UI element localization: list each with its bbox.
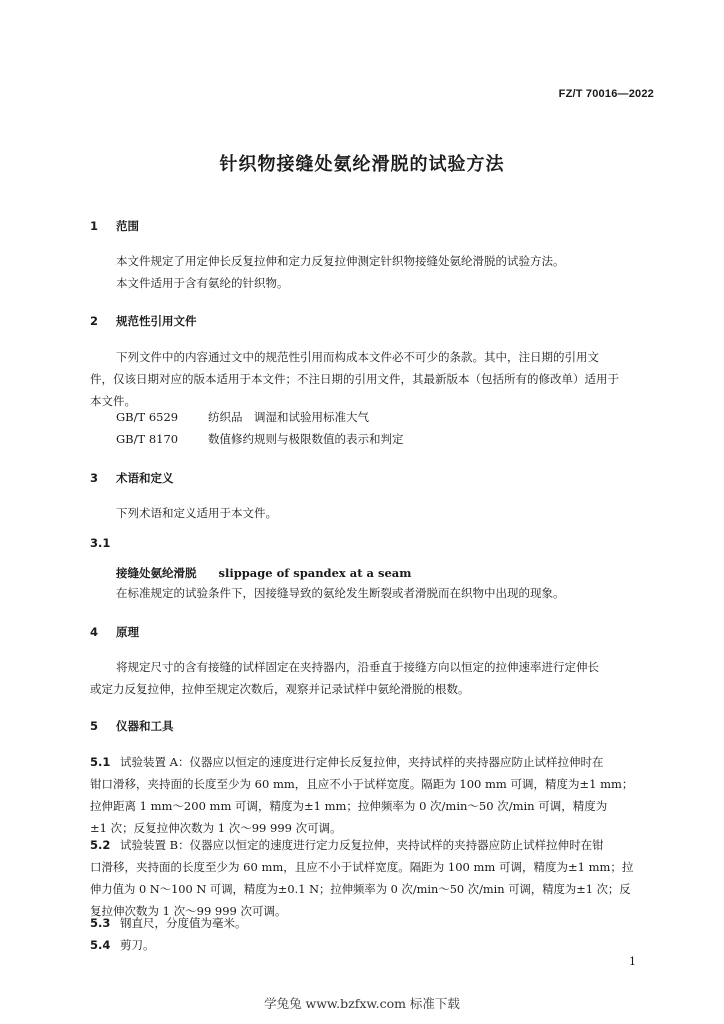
reference-code: GB/T 6529: [116, 410, 179, 424]
item-5-1-line-3: 拉伸距离 1 mm～200 mm 可调，精度为±1 mm；拉伸频率为 0 次/min～50 次/min 可调，精度为: [90, 799, 608, 813]
item-5-1-line-1: [90, 751, 603, 773]
section-5-heading: [90, 718, 174, 734]
section-1-line-1: 本文件规定了用定伸长反复拉伸和定力反复拉伸测定针织物接缝处氨纶滑脱的试验方法。: [116, 254, 565, 268]
section-title: 规范性引用文件: [116, 314, 197, 328]
document-title: 针织物接缝处氨纶滑脱的试验方法: [219, 154, 505, 175]
item-text: 剪刀。: [120, 938, 155, 952]
section-4-line-1: 将规定尺寸的含有接缝的试样固定在夹持器内，沿垂直于接缝方向以恒定的拉伸速率进行定伸长: [116, 660, 599, 674]
item-5-1-line-4: ±1 次；反复拉伸次数为 1 次～99 999 次可调。: [90, 821, 342, 835]
section-2-heading: [90, 313, 197, 329]
section-number: 5: [90, 719, 99, 733]
term-entry: [116, 562, 411, 584]
section-4-line-2: 或定力反复拉伸，拉伸至规定次数后，观察并记录试样中氨纶滑脱的根数。: [90, 682, 470, 696]
section-title: 仪器和工具: [116, 719, 174, 733]
page-number: 1: [629, 955, 636, 968]
term-english: slippage of spandex at a seam: [218, 566, 412, 580]
section-title: 范围: [116, 219, 140, 233]
item-5-2-line-1: [90, 834, 604, 856]
item-5-2-line-3: 伸力值为 0 N～100 N 可调，精度为±0.1 N；拉伸频率为 0 次/min～50 次/min 可调，精度为±1 次；反: [90, 882, 631, 896]
item-text: 钢直尺，分度值为毫米。: [120, 916, 247, 930]
subsection-3-1-number: 3.1: [90, 536, 111, 550]
section-2-line-3: 本文件。: [90, 394, 136, 408]
term-chinese: 接缝处氨纶滑脱: [116, 566, 197, 580]
standard-code: FZ/T 70016—2022: [558, 88, 654, 100]
section-4-heading: [90, 624, 139, 640]
section-number: 1: [90, 219, 99, 233]
item-5-4: [90, 934, 155, 956]
section-2-line-1: 下列文件中的内容通过文中的规范性引用而构成本文件必不可少的条款。其中，注日期的引用文: [116, 350, 599, 364]
item-number: 5.1: [90, 755, 111, 769]
reference-title: 数值修约规则与极限数值的表示和判定: [208, 432, 404, 446]
reference-code: GB/T 8170: [116, 432, 179, 446]
item-5-2-line-2: 口滑移，夹持面的长度至少为 60 mm，且应不小于试样宽度。隔距为 100 mm 可调，精度为±1 mm；拉: [90, 860, 634, 874]
reference-2: [116, 428, 404, 450]
section-3-intro: 下列术语和定义适用于本文件。: [116, 506, 277, 520]
section-1-line-2: 本文件适用于含有氨纶的针织物。: [116, 276, 289, 290]
footer-watermark: 学兔兔 www.bzfxw.com 标准下载: [264, 996, 460, 1011]
section-title: 术语和定义: [116, 471, 174, 485]
section-number: 2: [90, 314, 99, 328]
section-2-line-2: 件，仅该日期对应的版本适用于本文件；不注日期的引用文件，其最新版本（包括所有的修改单）适用于: [90, 372, 619, 386]
item-text: 试验装置 B：仪器应以恒定的速度进行定力反复拉伸，夹持试样的夹持器应防止试样拉伸时在钳: [120, 838, 604, 852]
section-number: 4: [90, 625, 99, 639]
section-number: 3: [90, 471, 99, 485]
section-title: 原理: [116, 625, 140, 639]
item-number: 5.3: [90, 916, 111, 930]
item-5-3: [90, 912, 247, 934]
item-text: 试验装置 A：仪器应以恒定的速度进行定伸长反复拉伸，夹持试样的夹持器应防止试样拉伸时在: [120, 755, 604, 769]
item-5-1-line-2: 钳口滑移，夹持面的长度至少为 60 mm，且应不小于试样宽度。隔距为 100 mm 可调，精度为±1 mm；: [90, 777, 634, 791]
item-5-2-line-4: 复拉伸次数为 1 次～99 999 次可调。: [90, 904, 287, 918]
item-number: 5.2: [90, 838, 111, 852]
reference-1: [116, 406, 369, 428]
section-3-heading: [90, 470, 174, 486]
item-number: 5.4: [90, 938, 111, 952]
term-definition: 在标准规定的试验条件下，因接缝导致的氨纶发生断裂或者滑脱而在织物中出现的现象。: [116, 586, 565, 600]
section-1-heading: [90, 218, 139, 234]
reference-title: 纺织品 调湿和试验用标准大气: [208, 410, 369, 424]
